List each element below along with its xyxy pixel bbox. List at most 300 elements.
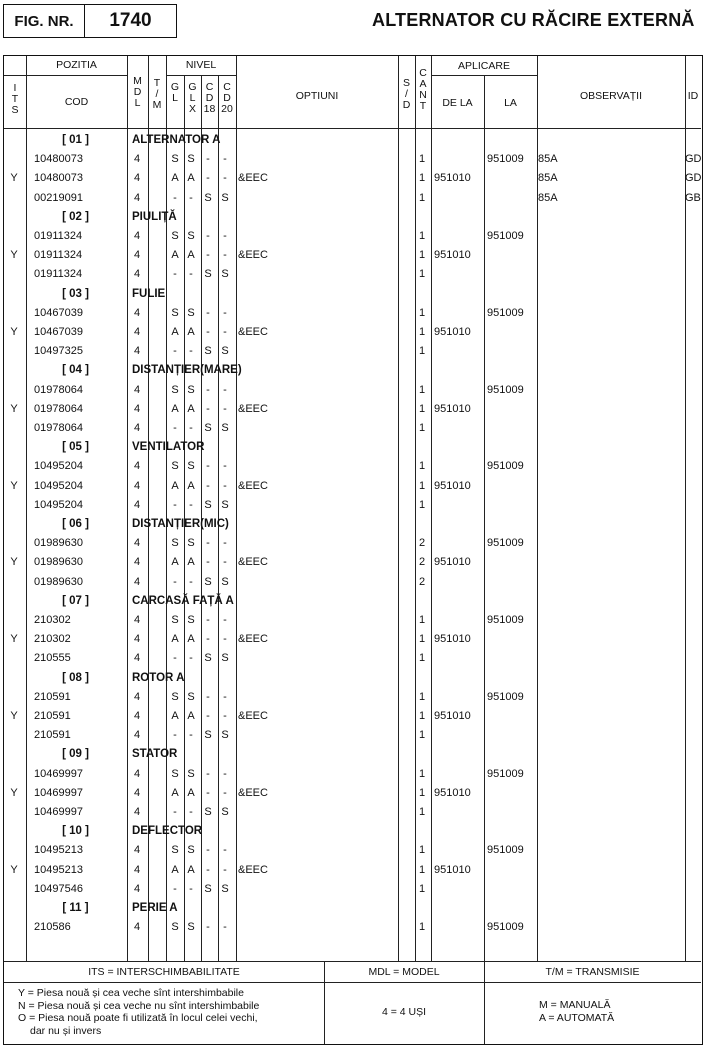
legend-tm-title: T/M = TRANSMISIE xyxy=(545,966,640,978)
row-cant: 2 xyxy=(418,537,426,550)
row-la: 951009 xyxy=(487,153,524,166)
row-its: Y xyxy=(10,326,18,338)
row-cant: 1 xyxy=(418,786,426,799)
row-cd20: S xyxy=(221,191,229,204)
row-cd18: - xyxy=(206,306,210,319)
row-its: Y xyxy=(10,786,18,799)
row-gl: A xyxy=(171,556,179,569)
row-cant: 1 xyxy=(418,863,426,876)
row-cant: 2 xyxy=(418,575,426,588)
row-glx: - xyxy=(189,729,193,742)
row-cd20: - xyxy=(223,710,227,722)
row-mdl: 4 xyxy=(134,306,141,319)
row-cant: 1 xyxy=(418,191,426,204)
row-glx: - xyxy=(189,806,193,818)
row-cod: 01989630 xyxy=(34,537,83,550)
row-gl: - xyxy=(173,191,177,204)
row-cd20: - xyxy=(223,556,227,569)
header-observatii: OBSERVAȚII xyxy=(579,90,643,102)
row-la: 951009 xyxy=(487,614,524,626)
row-la: 951009 xyxy=(487,921,524,934)
row-dela: 951010 xyxy=(434,326,471,338)
row-cd20: - xyxy=(223,633,227,646)
row-gl: A xyxy=(171,633,179,646)
row-cant: 1 xyxy=(418,710,426,722)
row-cod: 210302 xyxy=(34,614,71,626)
row-gl: S xyxy=(171,690,179,703)
row-glx: - xyxy=(189,191,193,204)
row-cant: 1 xyxy=(418,844,426,857)
section-position: [ 07 ] xyxy=(62,594,89,607)
row-cant: 1 xyxy=(418,230,426,242)
row-cod: 10497546 xyxy=(34,882,83,895)
row-la: 951009 xyxy=(487,690,524,703)
row-cd20: - xyxy=(223,326,227,338)
row-glx: S xyxy=(187,537,195,550)
row-cd20: - xyxy=(223,690,227,703)
row-glx: S xyxy=(187,614,195,626)
row-cd18: - xyxy=(206,614,210,626)
row-cd18: S xyxy=(204,806,212,818)
row-cd20: - xyxy=(223,153,227,166)
row-mdl: 4 xyxy=(134,652,141,665)
row-cd18: - xyxy=(206,479,210,492)
row-cod: 10497325 xyxy=(34,345,83,358)
row-opt: &EEC xyxy=(238,710,268,722)
section-name: FULIE xyxy=(132,287,166,300)
row-cd20: - xyxy=(223,249,227,262)
row-glx: S xyxy=(187,460,195,473)
row-cod: 210591 xyxy=(34,690,71,703)
row-mdl: 4 xyxy=(134,402,141,415)
row-mdl: 4 xyxy=(134,614,141,626)
header-nivel: NIVEL xyxy=(185,59,217,71)
section-position: [ 01 ] xyxy=(62,134,89,146)
row-mdl: 4 xyxy=(134,422,141,434)
section-name: ALTERNATOR A xyxy=(132,134,221,146)
row-glx: S xyxy=(187,767,195,780)
row-gl: - xyxy=(173,268,177,281)
row-cod: 01911324 xyxy=(34,268,83,281)
row-cant: 1 xyxy=(418,652,426,665)
row-cant: 1 xyxy=(418,614,426,626)
row-cd20: - xyxy=(223,537,227,550)
row-cd20: - xyxy=(223,844,227,857)
row-cd20: S xyxy=(221,806,229,818)
row-dela: 951010 xyxy=(434,479,471,492)
row-cod: 10469997 xyxy=(34,806,83,818)
header-pozitia: POZITIA xyxy=(56,59,97,71)
row-cod: 10467039 xyxy=(34,306,83,319)
row-gl: S xyxy=(171,767,179,780)
row-cod: 10469997 xyxy=(34,767,83,780)
row-its: Y xyxy=(10,710,18,722)
row-cod: 210555 xyxy=(34,652,71,665)
section-name: DISTANȚIER(MARE) xyxy=(132,364,242,377)
section-name: STATOR xyxy=(132,748,178,761)
row-mdl: 4 xyxy=(134,786,141,799)
row-mdl: 4 xyxy=(134,882,141,895)
row-cd18: - xyxy=(206,153,210,166)
header-its: I T S xyxy=(11,82,19,117)
figure-number: 1740 xyxy=(109,10,152,31)
row-cd20: S xyxy=(221,345,229,358)
row-cant: 1 xyxy=(418,345,426,358)
row-cd18: S xyxy=(204,498,212,511)
row-cd18: - xyxy=(206,537,210,550)
row-opt: &EEC xyxy=(238,479,268,492)
row-cod: 01989630 xyxy=(34,556,83,569)
row-cod: 10495213 xyxy=(34,863,83,876)
row-opt: &EEC xyxy=(238,402,268,415)
row-cant: 1 xyxy=(418,402,426,415)
row-la: 951009 xyxy=(487,767,524,780)
row-cant: 1 xyxy=(418,460,426,473)
header-sd: S / D xyxy=(402,77,411,112)
row-cd18: - xyxy=(206,460,210,473)
row-mdl: 4 xyxy=(134,172,141,185)
row-gl: - xyxy=(173,575,177,588)
row-cd18: - xyxy=(206,230,210,242)
row-its: Y xyxy=(10,479,18,492)
section-position: [ 09 ] xyxy=(62,748,89,761)
row-gl: - xyxy=(173,345,177,358)
row-cd18: - xyxy=(206,786,210,799)
row-la: 951009 xyxy=(487,230,524,242)
header-la: LA xyxy=(504,97,517,109)
row-cod: 01978064 xyxy=(34,383,83,396)
row-mdl: 4 xyxy=(134,153,141,166)
row-glx: - xyxy=(189,652,193,665)
figure-label: FIG. NR. xyxy=(4,5,85,37)
section-name: PERIE A xyxy=(132,902,178,914)
row-la: 951009 xyxy=(487,537,524,550)
row-cd20: - xyxy=(223,306,227,319)
row-glx: A xyxy=(187,556,195,569)
row-cod: 01911324 xyxy=(34,230,83,242)
row-cod: 10495213 xyxy=(34,844,83,857)
row-mdl: 4 xyxy=(134,844,141,857)
row-glx: A xyxy=(187,402,195,415)
row-cd18: S xyxy=(204,729,212,742)
row-cod: 01978064 xyxy=(34,422,83,434)
row-cant: 1 xyxy=(418,729,426,742)
row-cant: 1 xyxy=(418,268,426,281)
row-cant: 1 xyxy=(418,767,426,780)
row-cod: 10495204 xyxy=(34,479,83,492)
row-cant: 1 xyxy=(418,172,426,185)
row-mdl: 4 xyxy=(134,690,141,703)
row-mdl: 4 xyxy=(134,326,141,338)
row-mdl: 4 xyxy=(134,383,141,396)
legend-its-lines: Y = Piesa nouă și cea veche sînt intershimbabile N = Piesa nouă și cea veche nu sînt intershimbabile O = Piesa nouă poate fi utilizată în locul celei vechi, dar nu și invers xyxy=(18,987,260,1037)
header-aplicare: APLICARE xyxy=(458,60,510,72)
header-optiuni: OPTIUNI xyxy=(295,90,339,102)
row-glx: A xyxy=(187,172,195,185)
row-obs: 85A xyxy=(538,191,558,204)
row-dela: 951010 xyxy=(434,402,471,415)
row-cd18: S xyxy=(204,268,212,281)
header-tm: T / M xyxy=(152,77,162,112)
row-gl: A xyxy=(171,786,179,799)
row-cd18: S xyxy=(204,422,212,434)
row-cd20: S xyxy=(221,575,229,588)
section-name: ROTOR A xyxy=(132,671,185,684)
row-cd18: - xyxy=(206,402,210,415)
row-mdl: 4 xyxy=(134,479,141,492)
row-mdl: 4 xyxy=(134,921,141,934)
row-mdl: 4 xyxy=(134,767,141,780)
header-gl: G L xyxy=(170,81,180,105)
row-cd18: - xyxy=(206,767,210,780)
row-cant: 1 xyxy=(418,422,426,434)
row-cd18: - xyxy=(206,863,210,876)
header-cd18: C D 18 xyxy=(203,81,216,116)
row-dela: 951010 xyxy=(434,710,471,722)
row-obs: 85A xyxy=(538,153,558,166)
row-opt: &EEC xyxy=(238,326,268,338)
row-gl: A xyxy=(171,172,179,185)
row-cd20: - xyxy=(223,479,227,492)
row-la: 951009 xyxy=(487,844,524,857)
row-cod: 10469997 xyxy=(34,786,83,799)
section-position: [ 06 ] xyxy=(62,518,89,530)
row-cd18: S xyxy=(204,191,212,204)
section-position: [ 10 ] xyxy=(62,825,89,838)
row-glx: - xyxy=(189,422,193,434)
row-cd18: S xyxy=(204,882,212,895)
row-gl: S xyxy=(171,921,179,934)
row-cd18: S xyxy=(204,652,212,665)
row-mdl: 4 xyxy=(134,345,141,358)
row-mdl: 4 xyxy=(134,729,141,742)
row-cant: 1 xyxy=(418,383,426,396)
section-position: [ 02 ] xyxy=(62,210,89,223)
row-gl: A xyxy=(171,710,179,722)
row-la: 951009 xyxy=(487,306,524,319)
row-gl: - xyxy=(173,806,177,818)
row-mdl: 4 xyxy=(134,191,141,204)
row-cd18: - xyxy=(206,710,210,722)
header-glx: G L X xyxy=(188,81,197,116)
row-la: 951009 xyxy=(487,383,524,396)
header-dela: DE LA xyxy=(442,97,473,109)
section-position: [ 03 ] xyxy=(62,287,89,300)
row-gl: A xyxy=(171,479,179,492)
row-cd20: - xyxy=(223,460,227,473)
row-glx: S xyxy=(187,153,195,166)
row-glx: A xyxy=(187,326,195,338)
row-cod: 01989630 xyxy=(34,575,83,588)
row-its: Y xyxy=(10,633,18,646)
row-cd20: - xyxy=(223,863,227,876)
row-cant: 1 xyxy=(418,306,426,319)
row-cd20: - xyxy=(223,383,227,396)
row-cod: 10495204 xyxy=(34,498,83,511)
row-cd20: S xyxy=(221,652,229,665)
row-gl: S xyxy=(171,614,179,626)
row-glx: S xyxy=(187,921,195,934)
row-cant: 1 xyxy=(418,153,426,166)
row-mdl: 4 xyxy=(134,230,141,242)
row-glx: S xyxy=(187,230,195,242)
section-name: DISTANȚIER(MIC) xyxy=(132,518,229,530)
row-gl: A xyxy=(171,402,179,415)
row-dela: 951010 xyxy=(434,786,471,799)
row-dela: 951010 xyxy=(434,863,471,876)
row-gl: S xyxy=(171,153,179,166)
row-glx: A xyxy=(187,479,195,492)
row-id: GD xyxy=(685,172,702,185)
row-cod: 210586 xyxy=(34,921,71,934)
row-dela: 951010 xyxy=(434,633,471,646)
row-glx: - xyxy=(189,498,193,511)
row-glx: S xyxy=(187,306,195,319)
row-cant: 1 xyxy=(418,479,426,492)
row-cant: 1 xyxy=(418,882,426,895)
row-gl: S xyxy=(171,844,179,857)
row-cd20: S xyxy=(221,498,229,511)
row-cd20: - xyxy=(223,614,227,626)
row-glx: - xyxy=(189,882,193,895)
row-opt: &EEC xyxy=(238,633,268,646)
section-name: CARCASĂ FAȚĂ A xyxy=(132,594,234,607)
header-cd20: C D 20 xyxy=(221,81,233,116)
row-opt: &EEC xyxy=(238,249,268,262)
row-glx: A xyxy=(187,786,195,799)
row-cd20: S xyxy=(221,268,229,281)
row-cd18: - xyxy=(206,556,210,569)
row-gl: - xyxy=(173,652,177,665)
row-opt: &EEC xyxy=(238,172,268,185)
row-glx: A xyxy=(187,633,195,646)
page-title: ALTERNATOR CU RĂCIRE EXTERNĂ xyxy=(372,10,695,30)
section-position: [ 05 ] xyxy=(62,441,89,454)
row-cd20: S xyxy=(221,729,229,742)
row-cant: 1 xyxy=(418,921,426,934)
row-gl: S xyxy=(171,230,179,242)
row-mdl: 4 xyxy=(134,249,141,262)
row-glx: - xyxy=(189,268,193,281)
row-mdl: 4 xyxy=(134,863,141,876)
row-opt: &EEC xyxy=(238,556,268,569)
row-dela: 951010 xyxy=(434,249,471,262)
row-cod: 10480073 xyxy=(34,153,83,166)
row-mdl: 4 xyxy=(134,633,141,646)
row-gl: - xyxy=(173,882,177,895)
row-gl: S xyxy=(171,537,179,550)
legend-mdl-value: 4 = 4 UȘI xyxy=(381,1006,427,1018)
row-mdl: 4 xyxy=(134,498,141,511)
row-cod: 01978064 xyxy=(34,402,83,415)
row-cd18: - xyxy=(206,921,210,934)
row-opt: &EEC xyxy=(238,786,268,799)
row-cod: 10467039 xyxy=(34,326,83,338)
row-glx: S xyxy=(187,844,195,857)
row-cd20: - xyxy=(223,921,227,934)
row-cd18: - xyxy=(206,249,210,262)
row-glx: - xyxy=(189,345,193,358)
row-its: Y xyxy=(10,402,18,415)
row-cant: 2 xyxy=(418,556,426,569)
row-mdl: 4 xyxy=(134,710,141,722)
row-gl: - xyxy=(173,729,177,742)
section-position: [ 08 ] xyxy=(62,671,89,684)
row-id: GB xyxy=(685,191,701,204)
row-glx: S xyxy=(187,690,195,703)
row-cd18: - xyxy=(206,383,210,396)
row-glx: A xyxy=(187,863,195,876)
row-la: 951009 xyxy=(487,460,524,473)
row-gl: - xyxy=(173,498,177,511)
row-mdl: 4 xyxy=(134,806,141,818)
row-cod: 00219091 xyxy=(34,191,83,204)
row-cant: 1 xyxy=(418,690,426,703)
row-glx: S xyxy=(187,383,195,396)
row-mdl: 4 xyxy=(134,556,141,569)
row-cant: 1 xyxy=(418,249,426,262)
row-cod: 01911324 xyxy=(34,249,83,262)
section-name: DEFLECTOR xyxy=(132,825,203,838)
section-name: VENTILATOR xyxy=(132,441,205,454)
row-its: Y xyxy=(10,249,18,262)
legend-tm-lines: M = MANUALĂ A = AUTOMATĂ xyxy=(539,999,615,1024)
row-cd18: - xyxy=(206,172,210,185)
row-its: Y xyxy=(10,172,18,185)
row-gl: - xyxy=(173,422,177,434)
figure-number-box xyxy=(3,4,177,38)
row-gl: S xyxy=(171,460,179,473)
header-id: ID xyxy=(687,90,699,102)
row-cant: 1 xyxy=(418,633,426,646)
row-gl: A xyxy=(171,326,179,338)
section-name: PIULIȚĂ xyxy=(132,210,177,223)
row-cd18: - xyxy=(206,690,210,703)
row-gl: A xyxy=(171,863,179,876)
row-cod: 10480073 xyxy=(34,172,83,185)
row-cant: 1 xyxy=(418,498,426,511)
row-cd20: S xyxy=(221,882,229,895)
row-cd20: - xyxy=(223,230,227,242)
row-dela: 951010 xyxy=(434,556,471,569)
row-cod: 210591 xyxy=(34,710,71,722)
row-cd18: - xyxy=(206,844,210,857)
row-mdl: 4 xyxy=(134,268,141,281)
row-cod: 10495204 xyxy=(34,460,83,473)
legend-mdl-title: MDL = MODEL xyxy=(368,966,440,978)
row-mdl: 4 xyxy=(134,460,141,473)
row-glx: A xyxy=(187,710,195,722)
section-position: [ 11 ] xyxy=(62,902,89,914)
row-its: Y xyxy=(10,556,18,569)
header-cod: COD xyxy=(64,96,89,108)
row-gl: S xyxy=(171,383,179,396)
row-cant: 1 xyxy=(418,806,426,818)
row-id: GD xyxy=(685,153,702,166)
row-its: Y xyxy=(10,863,18,876)
row-cod: 210302 xyxy=(34,633,71,646)
row-cod: 210591 xyxy=(34,729,71,742)
row-obs: 85A xyxy=(538,172,558,185)
row-cant: 1 xyxy=(418,326,426,338)
section-position: [ 04 ] xyxy=(62,364,89,377)
row-mdl: 4 xyxy=(134,575,141,588)
row-cd18: - xyxy=(206,633,210,646)
header-cant: C A N T xyxy=(419,67,427,113)
legend-its-title: ITS = INTERSCHIMBABILITATE xyxy=(88,966,240,978)
row-cd20: - xyxy=(223,786,227,799)
row-cd18: S xyxy=(204,345,212,358)
